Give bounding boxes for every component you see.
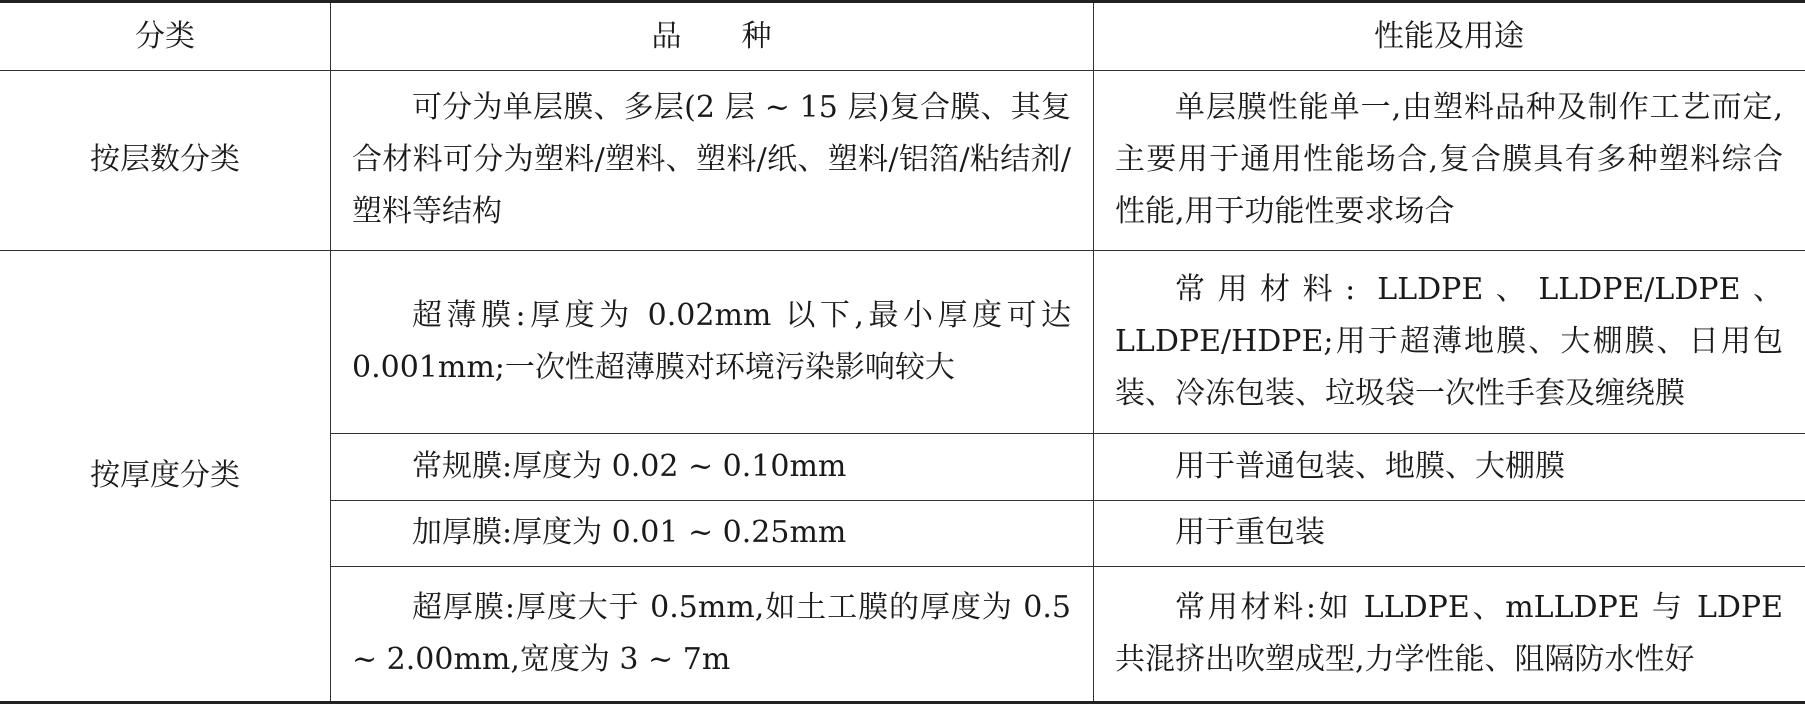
subrow-regular-variety <box>330 433 1093 500</box>
subrow-ultrathick-usage-text: 常用材料:如 LLDPE、mLLDPE 与 LDPE 共混挤出吹塑成型,力学性能、阻隔防水性好 <box>1115 589 1783 677</box>
subrow-ultrathin-variety-text: 超薄膜:厚度为 0.02mm 以下,最小厚度可达 0.001mm;一次性超薄膜对环境污染影响较大 <box>352 297 1071 385</box>
subrow-thickened-variety <box>330 500 1093 566</box>
subrow-ultrathick-variety <box>330 566 1093 701</box>
subrow-ultrathin-usage <box>1093 250 1805 433</box>
row-layers-variety-text: 可分为单层膜、多层(2 层 ~ 15 层)复合膜、其复合材料可分为塑料/塑料、塑料/纸、塑料/铝箔/粘结剂/塑料等结构 <box>352 90 1071 229</box>
row-layers-usage-text: 单层膜性能单一,由塑料品种及制作工艺而定,主要用于通用性能场合,复合膜具有多种塑料综合性能,用于功能性要求场合 <box>1115 90 1783 229</box>
header-category <box>0 3 330 70</box>
subrow-ultrathin-variety <box>330 250 1093 433</box>
header-variety-label: 品 种 <box>651 18 772 54</box>
subrow-thickened-usage-text: 用于重包装 <box>1175 515 1325 550</box>
row-layers-variety <box>330 70 1093 250</box>
header-usage <box>1093 3 1805 70</box>
row-layers-category <box>0 70 330 250</box>
header-variety <box>330 3 1093 70</box>
header-usage-label: 性能及用途 <box>1374 18 1524 54</box>
row-thickness-category <box>0 250 330 701</box>
row-layers-category-label: 按层数分类 <box>90 142 240 177</box>
subrow-regular-usage-text: 用于普通包装、地膜、大棚膜 <box>1175 448 1565 484</box>
header-category-label: 分类 <box>135 18 195 54</box>
subrow-ultrathick-variety-text: 超厚膜:厚度大于 0.5mm,如土工膜的厚度为 0.5 ~ 2.00mm,宽度为 3 ~ 7m <box>352 589 1071 677</box>
subrow-ultrathin-usage-text: 常用材料: LLDPE、LLDPE/LDPE、LLDPE/HDPE;用于超薄地膜、大棚膜、日用包装、冷冻包装、垃圾袋一次性手套及缠绕膜 <box>1115 271 1783 411</box>
subrow-regular-usage <box>1093 433 1805 500</box>
subrow-regular-variety-text: 常规膜:厚度为 0.02 ~ 0.10mm <box>412 448 847 484</box>
subrow-ultrathick-usage <box>1093 566 1805 701</box>
subrow-thickened-variety-text: 加厚膜:厚度为 0.01 ~ 0.25mm <box>412 515 847 550</box>
row-thickness-category-label: 按厚度分类 <box>90 457 240 493</box>
row-layers-usage <box>1093 70 1805 250</box>
subrow-thickened-usage <box>1093 500 1805 566</box>
